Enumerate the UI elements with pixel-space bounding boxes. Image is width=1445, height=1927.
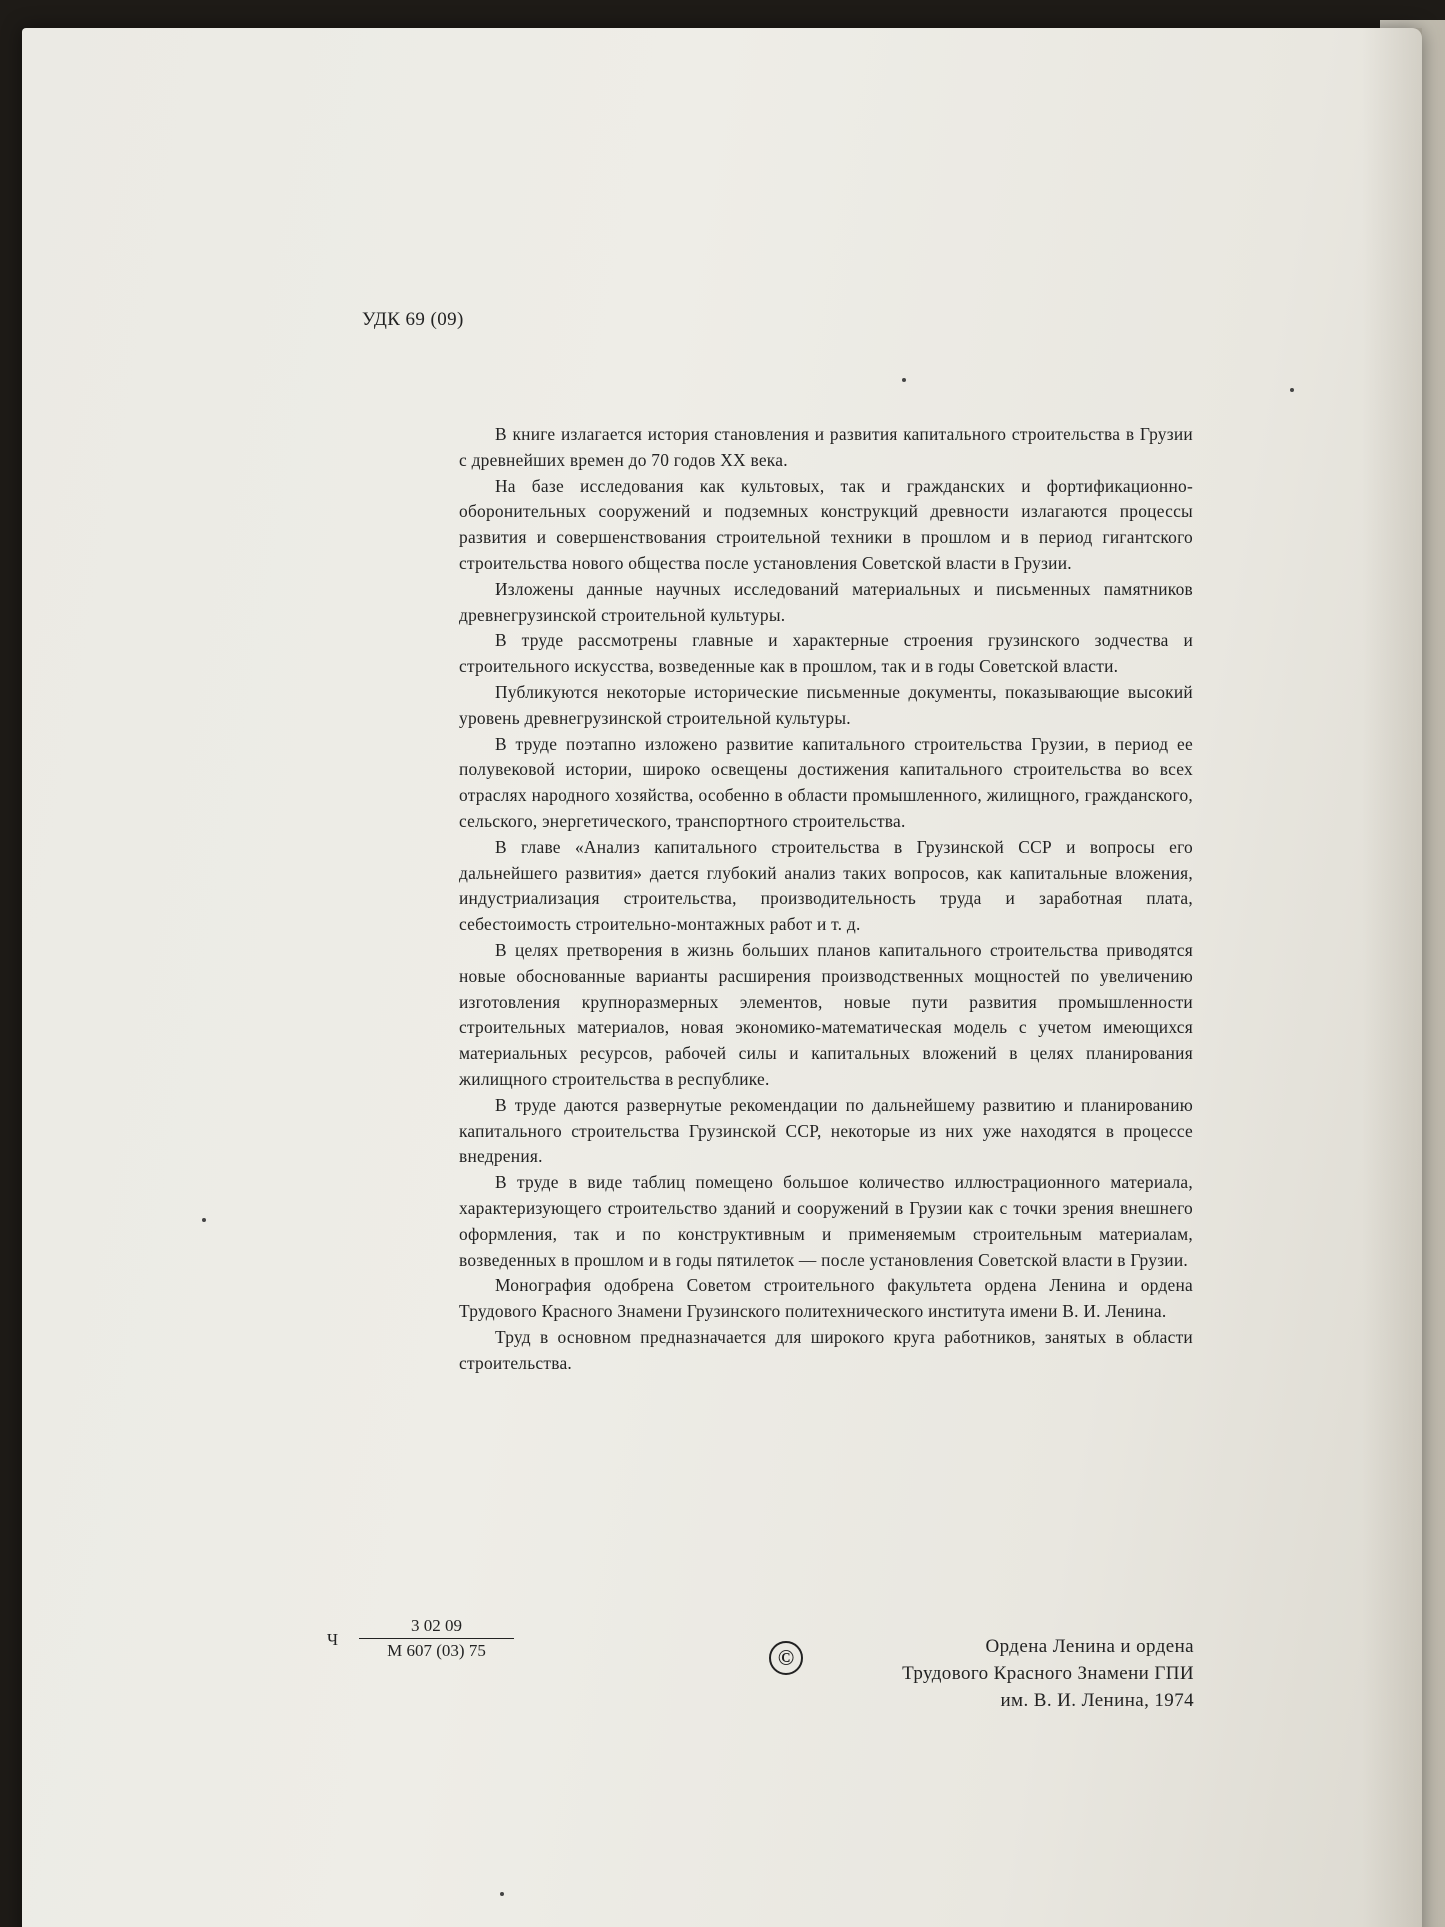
classification-letter: Ч (327, 1630, 339, 1649)
publisher-line: Трудового Красного Знамени ГПИ (902, 1663, 1194, 1684)
abstract-paragraph: В книге излагается история становления и развития капитального строительства в Грузии с древнейших времен до 70 годов XX века. (459, 424, 1193, 470)
abstract-paragraph: Монография одобрена Советом строительного факультета ордена Ленина и ордена Трудового Красного Знамени Грузинского политехнического института имени В. И. Ленина. (459, 1275, 1193, 1322)
abstract-paragraph: Труд в основном предназначается для широкого круга работников, занятых в области строительства. (459, 1326, 1193, 1373)
abstract-paragraph: В труде даются развернутые рекомендации по дальнейшему развитию и планированию капитального строительства Грузинской ССР, некоторые из них уже находятся в процессе внедрения. (459, 1094, 1193, 1167)
paper-speck (902, 378, 906, 382)
paper-speck (500, 1892, 504, 1896)
abstract-paragraph: В труде рассмотрены главные и характерные строения грузинского зодчества и строительного искусства, возведенные как в прошлом, так и в годы Советской власти. (459, 630, 1193, 677)
publisher-imprint (802, 1633, 1194, 1714)
abstract-paragraph: Изложены данные научных исследований материальных и письменных памятников древнегрузинской строительной культуры. (459, 578, 1193, 625)
copyright-icon: © (769, 1641, 803, 1675)
paper-speck (202, 1218, 206, 1222)
abstract-paragraph: Публикуются некоторые исторические письменные документы, показывающие высокий уровень древнегрузинской строительной культуры. (459, 681, 1193, 728)
abstract-text (459, 422, 1193, 1376)
abstract-paragraph: На базе исследования как культовых, так и гражданских и фортификационно-оборонительных сооружений и подземных конструкций древности излагаются процессы развития и совершенствования строительной техники в прошлом и в период гигантского строительства нового общества после установления Советской власти в Грузии. (459, 475, 1193, 573)
abstract-paragraph: В труде поэтапно изложено развитие капитального строительства Грузии, в период ее полувековой истории, широко освещены достижения капитального строительства во всех отраслях народного хозяйства, особенно в области промышленного, жилищного, гражданского, сельского, энергетического, транспортного строительства. (459, 733, 1193, 831)
publisher-line: им. В. И. Ленина, 1974 (1000, 1690, 1194, 1711)
paper-speck (1290, 388, 1294, 392)
abstract-paragraph: В труде в виде таблиц помещено большое количество иллюстрационного материала, характеризующего строительство зданий и сооружений в Грузии как с точки зрения внешнего оформления, так и по конструктивным и применяемым строительным материалам, возведенных в прошлом и в годы пятилеток — после установления Советской власти в Грузии. (459, 1172, 1193, 1270)
book-page (22, 28, 1422, 1927)
page-curl-shadow (1362, 28, 1422, 1927)
classification-fraction (359, 1616, 514, 1661)
publisher-line: Ордена Ленина и ордена (985, 1636, 1194, 1657)
abstract-paragraph: В главе «Анализ капитального строительства в Грузинской ССР и вопросы его дальнейшего развития» дается глубокий анализ таких вопросов, как капитальные вложения, индустриализация строительства, производительность труда и заработная плата, себестоимость строительно-монтажных работ и т. д. (459, 836, 1193, 935)
classification-numerator: 3 02 09 (359, 1616, 514, 1639)
udc-code: УДК 69 (09) (362, 309, 464, 330)
classification-denominator: М 607 (03) 75 (387, 1641, 486, 1660)
abstract-paragraph: В целях претворения в жизнь больших планов капитального строительства приводятся новые обоснованные варианты расширения производственных мощностей по увеличению изготовления крупноразмерных элементов, новые пути развития промышленности строительных материалов, новая экономико-математическая модель с учетом имеющихся материальных ресурсов, рабочей силы и капитальных вложений в целях планирования жилищного строительства в республике. (459, 939, 1193, 1089)
